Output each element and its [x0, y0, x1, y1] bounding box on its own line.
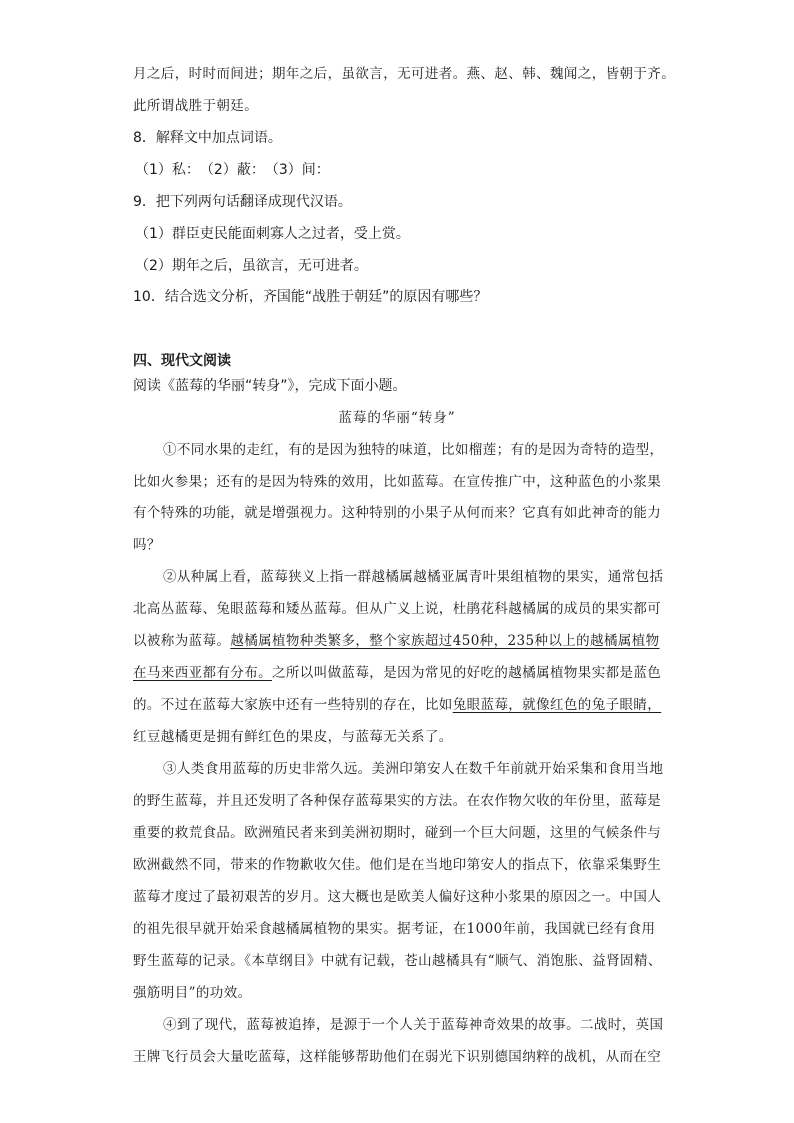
- question-8: 8．解释文中加点词语。: [133, 130, 282, 146]
- para3-line-7: 野生蓝莓的记录。《本草纲目》中就有记载，苍山越橘具有“顺气、消饱胀、益肾固精、: [133, 953, 662, 969]
- para2-line-4: [133, 663, 661, 683]
- para3-line-4: 欧洲截然不同，带来的作物歉收欠佳。他们是在当地印第安人的指点下，依靠采集野生: [133, 857, 662, 873]
- section-instruction: 阅读《蓝莓的华丽“转身”》，完成下面小题。: [133, 378, 407, 394]
- para3-line-8: 强筋明目”的功效。: [133, 985, 252, 1001]
- para2-underlined-phrase: 兔眼蓝莓，就像红色的兔子眼睛，: [452, 697, 662, 713]
- para2-underlined-sentence-b: 在马来西亚都有分布。: [133, 665, 272, 681]
- classical-text-line-2: 此所谓战胜于朝廷。: [133, 98, 259, 114]
- para2-line-1: ②从种属上看，蓝莓狭义上指一群越橘属越橘亚属青叶果组植物的果实，通常包括: [163, 569, 664, 585]
- question-9-sentence-2: （2）期年之后，虽欲言，无可进者。: [135, 258, 368, 274]
- para1-line-4: 吗？: [133, 537, 161, 553]
- para1-line-3: 有个特殊的功能，就是增强视力。这种特别的小果子从何而来？它真有如此神奇的能力: [133, 505, 662, 521]
- para2-line-2: 北高丛蓝莓、兔眼蓝莓和矮丛蓝莓。但从广义上说，杜鹃花科越橘属的成员的果实都可: [133, 601, 662, 617]
- classical-text-line-1: 月之后，时时而间进；期年之后，虽欲言，无可进者。燕、赵、韩、魏闻之，皆朝于齐。: [133, 66, 676, 82]
- para2-line-5: [133, 695, 661, 715]
- question-9-sentence-1: （1）群臣吏民能面刺寡人之过者，受上赏。: [135, 226, 410, 242]
- para1-line-1: ①不同水果的走红，有的是因为独特的味道，比如榴莲；有的是因为奇特的造型，: [163, 442, 664, 458]
- para2-underlined-sentence-a: 越橘属植物种类繁多，整个家族超过450种，235种以上的越橘属植物: [230, 633, 660, 649]
- para3-line-1: ③人类食用蓝莓的历史非常久远。美洲印第安人在数千年前就开始采集和食用当地: [163, 761, 664, 777]
- para3-line-2: 的野生蓝莓，并且还发明了各种保存蓝莓果实的方法。在农作物欠收的年份里，蓝莓是: [133, 793, 662, 809]
- para4-line-1: ④到了现代，蓝莓被追捧，是源于一个人关于蓝莓神奇效果的故事。二战时，英国: [163, 1017, 664, 1033]
- para2-line-3-plain: 以被称为蓝莓。: [133, 633, 231, 649]
- para2-line-3: [133, 631, 660, 651]
- article-title: 蓝莓的华丽“转身”: [338, 410, 456, 426]
- para2-line-5-plain: 的。不过在蓝莓大家族中还有一些特别的存在，比如: [133, 697, 453, 713]
- para4-line-2: 王牌飞行员会大量吃蓝莓，这样能够帮助他们在弱光下识别德国纳粹的战机，从而在空: [133, 1049, 662, 1065]
- para1-line-2: 比如火参果；还有的是因为特殊的效用，比如蓝莓。在宣传推广中，这种蓝色的小浆果: [133, 474, 662, 490]
- para2-line-4-plain: 之所以叫做蓝莓，是因为常见的好吃的越橘属植物果实都是蓝色: [272, 665, 662, 681]
- para3-line-6: 的祖先很早就开始采食越橘属植物的果实。据考证，在1000年前，我国就已经有食用: [133, 921, 656, 937]
- para3-line-5: 蓝莓才度过了最初艰苦的岁月。这大概也是欧美人偏好这种小浆果的原因之一。中国人: [133, 889, 662, 905]
- para2-line-6: 红豆越橘更是拥有鲜红色的果皮，与蓝莓无关系了。: [133, 729, 453, 745]
- section-heading: 四、现代文阅读: [133, 353, 231, 369]
- para3-line-3: 重要的救荒食品。欧洲殖民者来到美洲初期时，碰到一个巨大问题，这里的气候条件与: [133, 825, 662, 841]
- question-9: 9．把下列两句话翻译成现代汉语。: [133, 194, 352, 210]
- question-10: 10．结合选文分析，齐国能“战胜于朝廷”的原因有哪些？: [133, 289, 488, 305]
- question-8-items: （1）私： （2）蔽： （3）间：: [135, 162, 330, 178]
